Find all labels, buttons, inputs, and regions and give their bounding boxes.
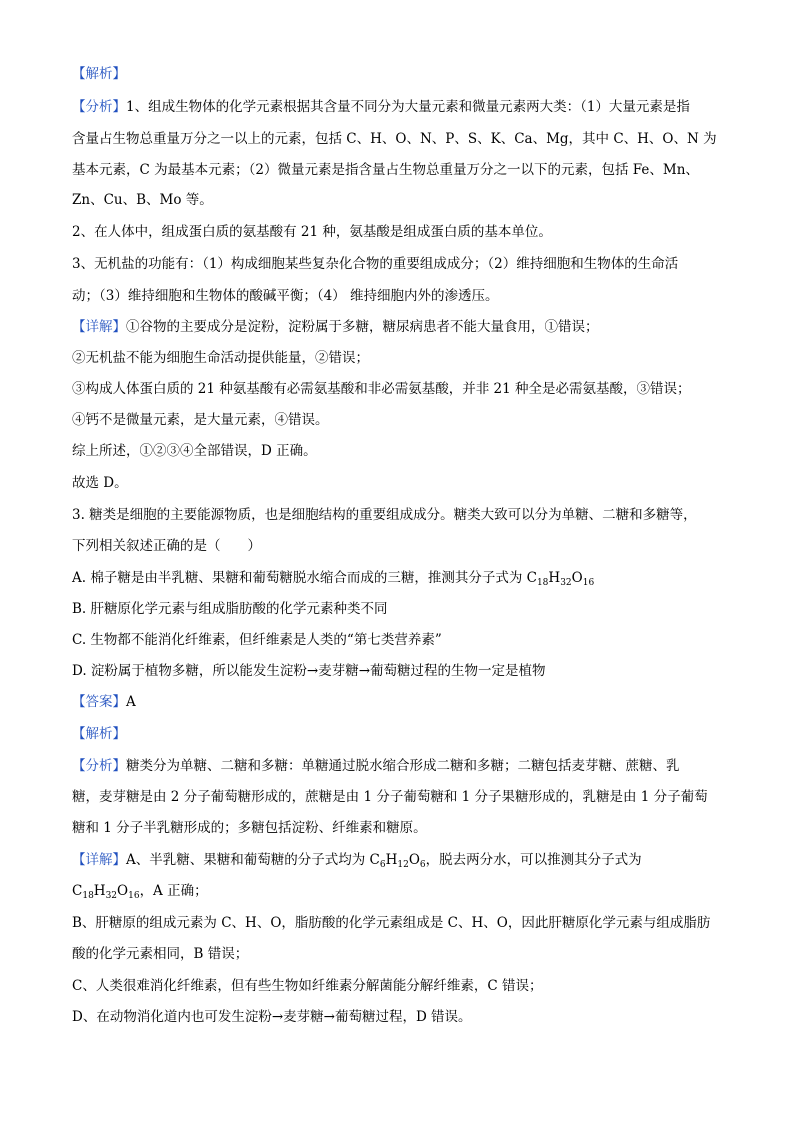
detail-2: ②无机盐不能为细胞生命活动提供能量，②错误；	[72, 350, 369, 366]
option-a: A. 棉子糖是由半乳糖、果糖和葡萄糖脱水缩合而成的三糖，推测其分子式为 $C_{18}H_{32}O_{16}$	[72, 570, 595, 588]
analysis-line: 含量占生物总重量万分之一以上的元素，包括 C、H、O、N、P、S、K、Ca、Mg，其中 C、H、O、N 为	[72, 131, 717, 147]
choice: 故选 D。	[72, 475, 128, 491]
point-2: 2、在人体中，组成蛋白质的氨基酸有 21 种，氨基酸是组成蛋白质的基本单位。	[72, 224, 552, 240]
detail-label: 【详解】	[72, 319, 126, 335]
analysis-line: 糖和 1 分子半乳糖形成的；多糖包括淀粉、纤维素和糖原。	[72, 820, 427, 836]
analysis-line: Zn、Cu、B、Mo 等。	[72, 192, 213, 208]
question-3-stem-cont: 下列相关叙述正确的是（ ）	[72, 538, 261, 554]
answer	[72, 692, 722, 712]
detail-a-cont: $C_{18}H_{32}O_{16}$，A 正确；	[72, 883, 208, 901]
detail-3: ③构成人体蛋白质的 21 种氨基酸有必需氨基酸和非必需氨基酸，并非 21 种全是必需氨基酸，③错误；	[72, 381, 691, 397]
detail-label: 【详解】	[72, 852, 126, 868]
detail-b: B、肝糖原的组成元素为 C、H、O，脂肪酸的化学元素组成是 C、H、O，因此肝糖原化学元素与组成脂肪	[72, 915, 711, 931]
detail-d: D、在动物消化道内也可发生淀粉→麦芽糖→葡萄糖过程，D 错误。	[72, 1009, 472, 1025]
answer-label: 【答案】	[72, 694, 126, 710]
question-3-stem: 3. 糖类是细胞的主要能源物质，也是细胞结构的重要组成成分。糖类大致可以分为单糖、二糖和多糖等，	[72, 507, 697, 523]
summary: 综上所述，①②③④全部错误，D 正确。	[72, 443, 317, 459]
analysis-line: 糖，麦芽糖是由 2 分子葡萄糖形成的，蔗糖是由 1 分子葡萄糖和 1 分子果糖形成的，乳糖是由 1 分子葡萄	[72, 789, 708, 805]
analysis-label: 【分析】	[72, 99, 126, 115]
analysis-label: 【分析】	[72, 758, 126, 774]
detail-4: ④钙不是微量元素，是大量元素，④错误。	[72, 412, 329, 428]
point-3: 3、无机盐的功能有：（1）构成细胞某些复杂化合物的重要组成成分；（2）维持细胞和生物体的生命活	[72, 256, 679, 272]
detail-1: 【详解】①谷物的主要成分是淀粉，淀粉属于多糖，糖尿病患者不能大量食用，①错误；	[72, 319, 599, 335]
option-c: C. 生物都不能消化纤维素，但纤维素是人类的“第七类营养素”	[72, 632, 442, 648]
analysis-heading-1: 【解析】	[72, 66, 126, 82]
detail-b-cont: 酸的化学元素相同，B 错误；	[72, 946, 249, 962]
option-b: B. 肝糖原化学元素与组成脂肪酸的化学元素种类不同	[72, 601, 388, 617]
detail-c: C、人类很难消化纤维素，但有些生物如纤维素分解菌能分解纤维素，C 错误；	[72, 978, 543, 994]
detail-a: 【详解】A、半乳糖、果糖和葡萄糖的分子式均为 $C_6H_{12}O_6$，脱去两分水，可以推测其分子式为	[72, 852, 642, 870]
point-3-cont: 动；（3）维持细胞和生物体的酸碱平衡；（4） 维持细胞内外的渗透压。	[72, 288, 499, 304]
analysis-paragraph: 【分析】1、组成生物体的化学元素根据其含量不同分为大量元素和微量元素两大类：（1）大量元素是指	[72, 99, 690, 115]
answer-value: A	[126, 694, 136, 710]
analysis-line: 基本元素，C 为最基本元素；（2）微量元素是指含量占生物总重量万分之一以下的元素，包括 Fe、Mn、	[72, 162, 699, 178]
option-d: D. 淀粉属于植物多糖，所以能发生淀粉→麦芽糖→葡萄糖过程的生物一定是植物	[72, 663, 546, 679]
analysis-paragraph-2: 【分析】糖类分为单糖、二糖和多糖：单糖通过脱水缩合形成二糖和多糖；二糖包括麦芽糖、蔗糖、乳	[72, 758, 680, 774]
analysis-heading-2: 【解析】	[72, 726, 126, 742]
